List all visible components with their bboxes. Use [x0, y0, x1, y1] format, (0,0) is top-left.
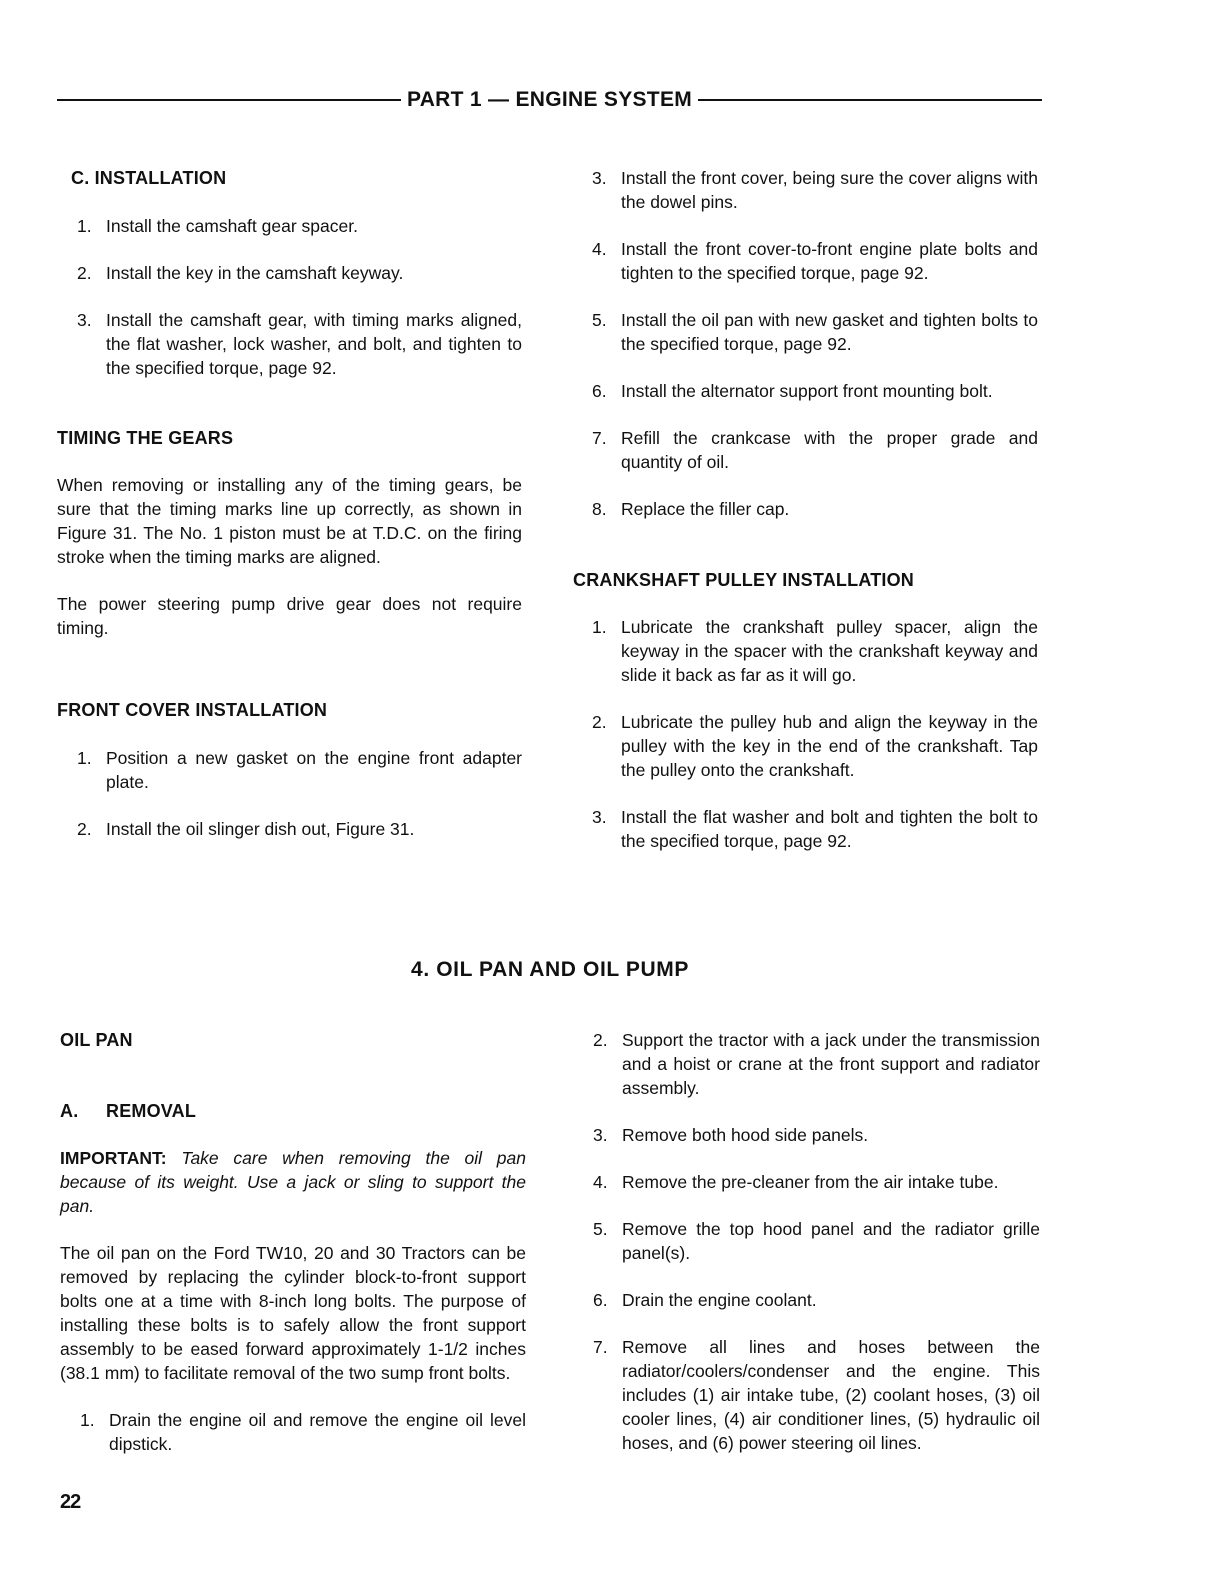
step-number: 2. — [593, 1030, 608, 1050]
step-number: 2. — [77, 819, 92, 839]
step-number: 2. — [592, 712, 607, 732]
step-number: 2. — [77, 263, 92, 283]
front-cover-heading: FRONT COVER INSTALLATION — [57, 700, 328, 720]
step-text: Drain the engine coolant. — [622, 1290, 817, 1310]
front-cover-step — [592, 497, 1038, 521]
step-text: Support the tractor with a jack under the transmission and a hoist or crane at the front support and radiator assembly. — [622, 1030, 1040, 1098]
left-column-bottom — [60, 1028, 526, 1456]
left-column-top — [57, 166, 522, 841]
step-number: 3. — [593, 1125, 608, 1145]
timing-paragraph: When removing or installing any of the timing gears, be sure that the timing marks line up correctly, as shown in Figure 31. The No. 1 piston must be at T.D.C. on the firing stroke when the timing marks are aligned. — [57, 475, 522, 567]
timing-heading: TIMING THE GEARS — [57, 428, 234, 448]
step-text: Remove the top hood panel and the radiator grille panel(s). — [622, 1219, 1040, 1263]
step-text: Install the oil pan with new gasket and tighten bolts to the specified torque, page 92. — [621, 310, 1038, 354]
header-rule-left — [57, 99, 401, 101]
removal-step — [593, 1028, 1040, 1100]
installation-step — [57, 308, 522, 380]
step-number: 4. — [593, 1172, 608, 1192]
step-number: 5. — [593, 1219, 608, 1239]
front-cover-step — [57, 817, 522, 841]
pulley-heading: CRANKSHAFT PULLEY INSTALLATION — [573, 570, 914, 590]
page-number: 22 — [60, 1491, 81, 1513]
oil-pan-description: The oil pan on the Ford TW10, 20 and 30 Tractors can be removed by replacing the cylinder block-to-front support bolts one at a time with 8-inch long bolts. The purpose of installing these bolts is to safely allow the front support assembly to be eased forward approximately 1-1/2 inches (38.1 mm) to facilitate removal of the two sump front bolts. — [60, 1243, 526, 1383]
step-number: 5. — [592, 310, 607, 330]
header-title: PART 1 — ENGINE SYSTEM — [406, 88, 693, 111]
step-number: 3. — [77, 310, 92, 330]
step-text: Install the key in the camshaft keyway. — [106, 263, 404, 283]
step-text: Position a new gasket on the engine front adapter plate. — [106, 748, 522, 792]
pulley-step — [592, 710, 1038, 782]
step-text: Install the front cover, being sure the cover aligns with the dowel pins. — [621, 168, 1038, 212]
step-number: 7. — [592, 428, 607, 448]
step-number: 3. — [592, 807, 607, 827]
front-cover-step — [57, 746, 522, 794]
step-number: 1. — [80, 1410, 95, 1430]
removal-step — [593, 1335, 1040, 1455]
step-text: Refill the crankcase with the proper grade and quantity of oil. — [621, 428, 1038, 472]
step-number: 1. — [592, 617, 607, 637]
step-number: 6. — [592, 381, 607, 401]
removal-step — [60, 1408, 526, 1456]
installation-step — [57, 261, 522, 285]
step-text: Replace the filler cap. — [621, 499, 790, 519]
important-label: IMPORTANT: — [60, 1148, 167, 1168]
header-rule-right — [698, 99, 1042, 101]
pulley-step — [592, 615, 1038, 687]
step-text: Drain the engine oil and remove the engine oil level dipstick. — [109, 1410, 526, 1454]
front-cover-step — [592, 308, 1038, 356]
step-number: 8. — [592, 499, 607, 519]
removal-letter: A. — [60, 1101, 79, 1121]
important-text: Take care when removing the oil pan because of its weight. Use a jack or sling to support the pan. — [60, 1148, 526, 1216]
step-text: Remove all lines and hoses between the radiator/coolers/condenser and the engine. This includes (1) air intake tube, (2) coolant hoses, (3) oil cooler lines, (4) air conditioner lines, (5) hydraulic oil hoses, and (6) power steering oil lines. — [622, 1337, 1040, 1453]
section-title: 4. OIL PAN AND OIL PUMP — [411, 958, 689, 981]
removal-title: REMOVAL — [106, 1101, 197, 1121]
step-text: Install the alternator support front mounting bolt. — [621, 381, 993, 401]
removal-step — [593, 1123, 1040, 1147]
step-text: Lubricate the crankshaft pulley spacer, align the keyway in the spacer with the crankshaft keyway and slide it back as far as it will go. — [621, 617, 1038, 685]
front-cover-step — [592, 237, 1038, 285]
step-number: 6. — [593, 1290, 608, 1310]
step-number: 1. — [77, 748, 92, 768]
removal-step — [593, 1217, 1040, 1265]
oil-pan-heading: OIL PAN — [60, 1030, 133, 1050]
step-number: 4. — [592, 239, 607, 259]
step-text: Lubricate the pulley hub and align the keyway in the pulley with the key in the end of the crankshaft. Tap the pulley onto the crankshaft. — [621, 712, 1038, 780]
front-cover-step — [592, 379, 1038, 403]
important-note — [60, 1146, 526, 1218]
step-number: 3. — [592, 168, 607, 188]
step-text: Install the camshaft gear, with timing marks aligned, the flat washer, lock washer, and bolt, and tighten to the specified torque, page 92. — [106, 310, 522, 378]
removal-step — [593, 1288, 1040, 1312]
removal-heading — [60, 1099, 526, 1123]
step-text: Install the oil slinger dish out, Figure 31. — [106, 819, 415, 839]
step-text: Remove the pre-cleaner from the air intake tube. — [622, 1172, 999, 1192]
step-text: Install the flat washer and bolt and tighten the bolt to the specified torque, page 92. — [621, 807, 1038, 851]
step-text: Install the front cover-to-front engine plate bolts and tighten to the specified torque, page 92. — [621, 239, 1038, 283]
front-cover-step — [592, 426, 1038, 474]
pulley-step — [592, 805, 1038, 853]
timing-paragraph: The power steering pump drive gear does not require timing. — [57, 594, 522, 638]
installation-heading: C. INSTALLATION — [71, 168, 227, 188]
right-column-bottom — [593, 1028, 1040, 1455]
step-text: Remove both hood side panels. — [622, 1125, 869, 1145]
step-text: Install the camshaft gear spacer. — [106, 216, 358, 236]
removal-step — [593, 1170, 1040, 1194]
installation-step — [57, 214, 522, 238]
step-number: 7. — [593, 1337, 608, 1357]
step-number: 1. — [77, 216, 92, 236]
front-cover-step — [592, 166, 1038, 214]
right-column-top — [573, 166, 1038, 853]
page-header — [57, 88, 1042, 112]
